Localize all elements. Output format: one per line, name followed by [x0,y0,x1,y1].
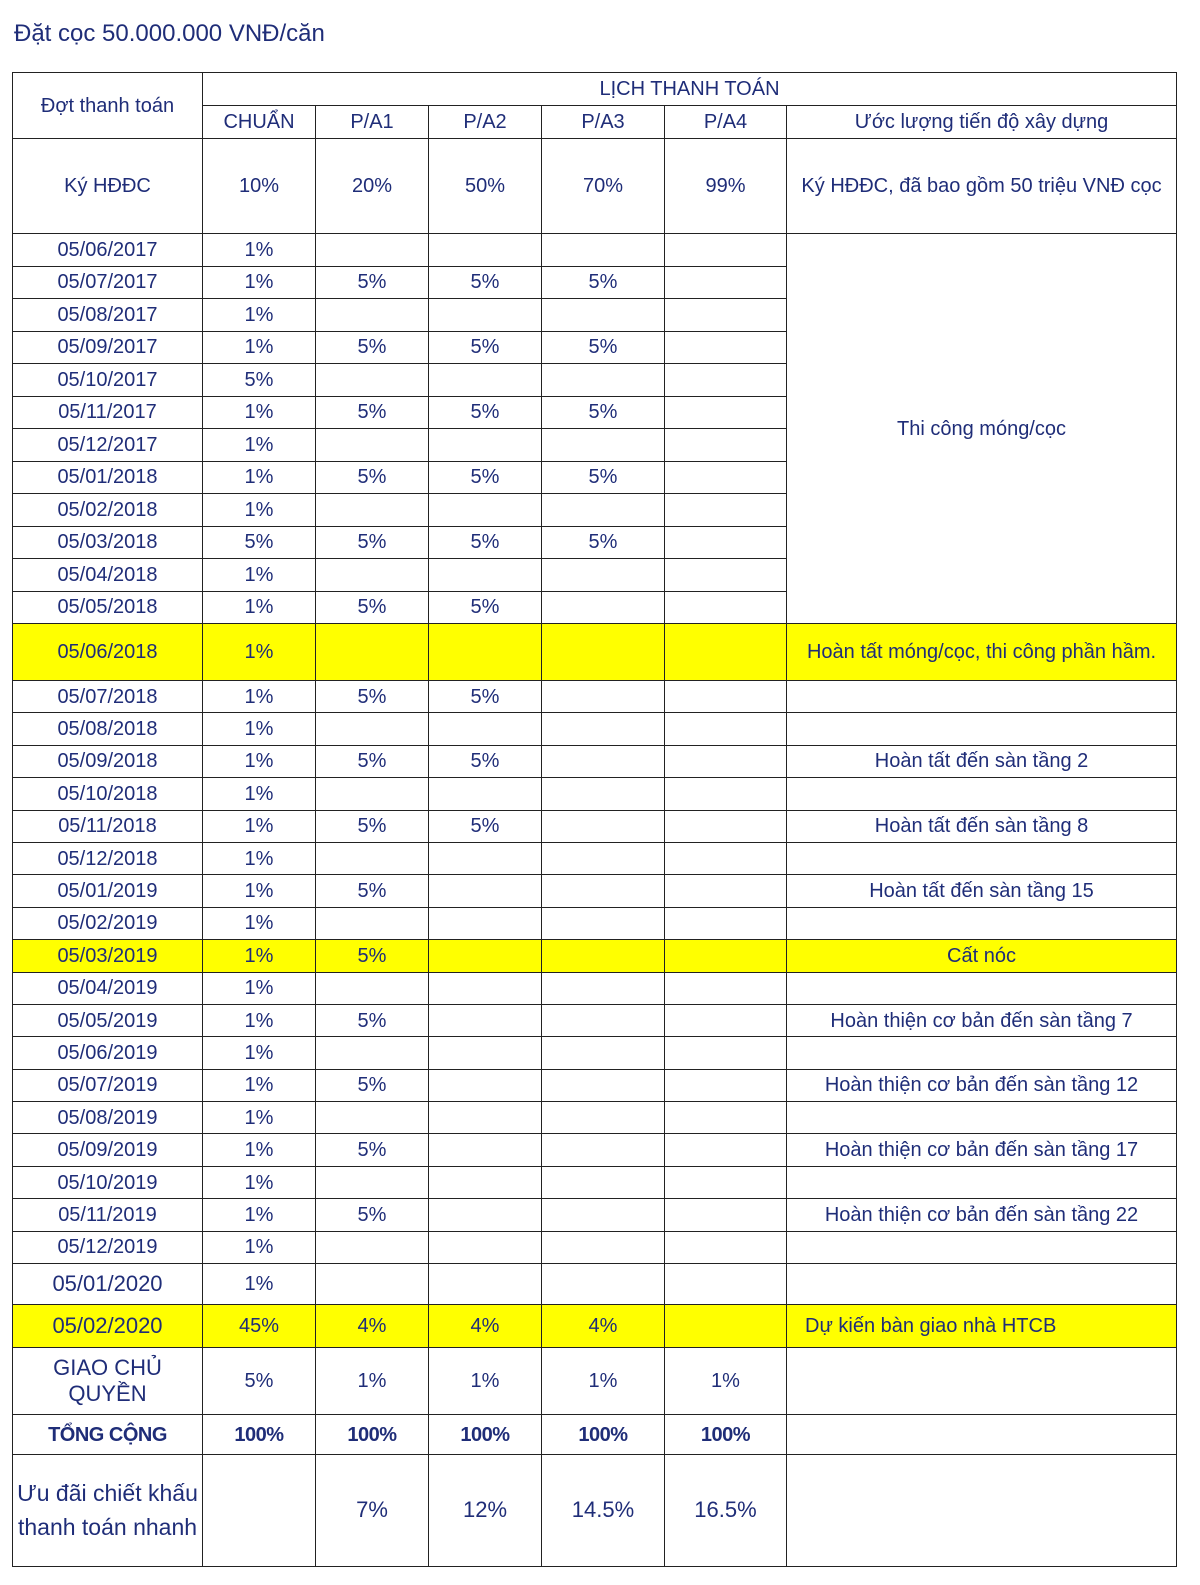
value-pa2: 5% [429,461,542,494]
value-pa4 [665,591,787,624]
value-pa3 [542,624,665,681]
value-standard: 1% [203,681,316,713]
table-row [13,1166,1177,1198]
value-pa1 [316,1102,429,1134]
signing-value-pa4: 99% [665,139,787,234]
value-pa3 [542,1199,665,1231]
value-pa3 [542,1069,665,1101]
value-pa1 [316,1037,429,1069]
value-standard: 1% [203,591,316,624]
payment-date: 05/06/2017 [13,234,203,267]
progress-note: Hoàn thiện cơ bản đến sàn tầng 7 [787,1004,1177,1036]
total-value-pa3: 100% [542,1415,665,1455]
value-standard: 1% [203,1264,316,1305]
value-pa2: 5% [429,810,542,842]
value-pa4 [665,1102,787,1134]
payment-date: 05/12/2017 [13,429,203,462]
value-pa2: 5% [429,526,542,559]
plan-header-pa3: P/A3 [542,106,665,139]
value-pa2 [429,1102,542,1134]
value-pa4 [665,559,787,592]
value-standard: 5% [203,526,316,559]
value-pa2: 5% [429,396,542,429]
total-value-pa4: 100% [665,1415,787,1455]
progress-note [787,1166,1177,1198]
value-pa2 [429,299,542,332]
payment-date: 05/11/2017 [13,396,203,429]
payment-date: 05/10/2017 [13,364,203,397]
payment-date: 05/02/2018 [13,494,203,527]
value-pa2 [429,1199,542,1231]
value-pa2 [429,1134,542,1166]
value-pa4 [665,331,787,364]
value-pa2: 5% [429,266,542,299]
value-pa3 [542,681,665,713]
value-pa2 [429,1231,542,1263]
payment-date: 05/04/2018 [13,559,203,592]
value-pa3 [542,1102,665,1134]
payment-date: 05/08/2019 [13,1102,203,1134]
value-pa4 [665,234,787,267]
value-pa2 [429,875,542,907]
progress-note: Dự kiến bàn giao nhà HTCB [787,1305,1177,1348]
plan-header-pa2: P/A2 [429,106,542,139]
signing-value-pa1: 20% [316,139,429,234]
value-standard: 1% [203,429,316,462]
progress-note [787,1231,1177,1263]
signing-row [13,139,1177,234]
value-pa1: 5% [316,745,429,777]
value-pa3 [542,429,665,462]
total-label: TỔNG CỘNG [13,1415,203,1455]
value-pa1 [316,1166,429,1198]
payment-date: 05/05/2018 [13,591,203,624]
payment-date: 05/12/2019 [13,1231,203,1263]
value-standard: 1% [203,461,316,494]
discount-label: Ưu đãi chiết khấu thanh toán nhanh [13,1455,203,1567]
progress-note: Hoàn tất đến sàn tầng 8 [787,810,1177,842]
table-row [13,1102,1177,1134]
value-pa1 [316,972,429,1004]
value-pa3: 5% [542,266,665,299]
progress-note [787,1102,1177,1134]
value-pa2 [429,624,542,681]
discount-value-pa2: 12% [429,1455,542,1567]
signing-value-pa2: 50% [429,139,542,234]
value-pa4 [665,940,787,972]
value-standard: 1% [203,1134,316,1166]
value-pa3 [542,1231,665,1263]
table-row [13,1264,1177,1305]
value-pa2 [429,940,542,972]
value-pa4 [665,396,787,429]
value-pa4 [665,1199,787,1231]
value-pa2 [429,1004,542,1036]
value-standard: 1% [203,1037,316,1069]
progress-note [787,1264,1177,1305]
payment-date: 05/11/2019 [13,1199,203,1231]
progress-note [787,842,1177,874]
ownership-value-standard: 5% [203,1348,316,1415]
value-pa1: 5% [316,681,429,713]
value-pa1: 5% [316,1069,429,1101]
value-pa3: 5% [542,461,665,494]
value-pa3: 4% [542,1305,665,1348]
discount-value-pa4: 16.5% [665,1455,787,1567]
value-pa4 [665,745,787,777]
value-pa1: 5% [316,461,429,494]
progress-note [787,972,1177,1004]
table-row [13,1199,1177,1231]
value-pa3 [542,1004,665,1036]
value-pa2 [429,713,542,745]
header-row-1 [13,73,1177,106]
payment-date: 05/07/2018 [13,681,203,713]
table-row [13,234,1177,267]
table-row [13,713,1177,745]
table-row [13,907,1177,939]
progress-note: Hoàn thiện cơ bản đến sàn tầng 17 [787,1134,1177,1166]
progress-header: Ước lượng tiến độ xây dựng [787,106,1177,139]
value-pa4 [665,713,787,745]
value-standard: 1% [203,1004,316,1036]
value-pa1 [316,778,429,810]
value-pa2 [429,429,542,462]
table-row [13,842,1177,874]
value-standard: 1% [203,559,316,592]
payment-date: 05/09/2017 [13,331,203,364]
value-pa3 [542,559,665,592]
value-pa1 [316,299,429,332]
payment-date: 05/07/2019 [13,1069,203,1101]
total-value-standard: 100% [203,1415,316,1455]
value-standard: 1% [203,1069,316,1101]
payment-date: 05/09/2018 [13,745,203,777]
value-pa1 [316,559,429,592]
payment-date: 05/09/2019 [13,1134,203,1166]
schedule-header: LỊCH THANH TOÁN [203,73,1177,106]
value-pa1 [316,494,429,527]
value-pa1: 4% [316,1305,429,1348]
table-row [13,1305,1177,1348]
value-standard: 1% [203,713,316,745]
ownership-value-pa4: 1% [665,1348,787,1415]
value-pa3 [542,713,665,745]
value-pa2: 5% [429,745,542,777]
value-pa2 [429,842,542,874]
ownership-value-pa2: 1% [429,1348,542,1415]
value-pa3 [542,591,665,624]
discount-row [13,1455,1177,1567]
table-row [13,972,1177,1004]
value-pa1: 5% [316,940,429,972]
ownership-note [787,1348,1177,1415]
value-pa1: 5% [316,266,429,299]
payment-date: 05/07/2017 [13,266,203,299]
value-pa2 [429,1069,542,1101]
value-pa4 [665,1069,787,1101]
payment-date: 05/02/2020 [13,1305,203,1348]
progress-note: Hoàn tất đến sàn tầng 15 [787,875,1177,907]
value-pa2 [429,907,542,939]
ownership-value-pa3: 1% [542,1348,665,1415]
value-standard: 1% [203,266,316,299]
period-header: Đợt thanh toán [13,73,203,139]
value-pa2 [429,559,542,592]
progress-note [787,907,1177,939]
value-standard: 1% [203,1102,316,1134]
table-row [13,778,1177,810]
ownership-row [13,1348,1177,1415]
value-pa4 [665,461,787,494]
progress-note [787,1037,1177,1069]
value-standard: 1% [203,778,316,810]
value-pa4 [665,266,787,299]
table-row [13,875,1177,907]
value-pa4 [665,1134,787,1166]
discount-note [787,1455,1177,1567]
value-pa4 [665,1037,787,1069]
table-row [13,1004,1177,1036]
foundation-note: Thi công móng/cọc [787,234,1177,624]
value-pa3 [542,778,665,810]
value-pa1 [316,842,429,874]
value-pa1 [316,234,429,267]
value-pa1 [316,1264,429,1305]
payment-date: 05/06/2018 [13,624,203,681]
value-pa3 [542,1037,665,1069]
value-standard: 1% [203,875,316,907]
value-standard: 1% [203,299,316,332]
value-pa2 [429,1037,542,1069]
value-pa4 [665,624,787,681]
payment-date: 05/12/2018 [13,842,203,874]
value-standard: 45% [203,1305,316,1348]
progress-note: Cất nóc [787,940,1177,972]
value-standard: 1% [203,494,316,527]
payment-date: 05/10/2018 [13,778,203,810]
value-pa4 [665,429,787,462]
value-pa3: 5% [542,396,665,429]
value-standard: 1% [203,810,316,842]
value-pa4 [665,1004,787,1036]
value-pa3 [542,972,665,1004]
value-pa1: 5% [316,1134,429,1166]
table-row [13,810,1177,842]
value-pa1: 5% [316,1004,429,1036]
value-pa4 [665,364,787,397]
table-row [13,624,1177,681]
total-value-pa1: 100% [316,1415,429,1455]
discount-value-standard [203,1455,316,1567]
payment-date: 05/03/2019 [13,940,203,972]
discount-value-pa3: 14.5% [542,1455,665,1567]
value-pa3 [542,299,665,332]
signing-value-pa3: 70% [542,139,665,234]
total-row [13,1415,1177,1455]
progress-note [787,778,1177,810]
table-row [13,1069,1177,1101]
value-pa3 [542,842,665,874]
value-pa2: 5% [429,681,542,713]
value-standard: 1% [203,1231,316,1263]
value-pa1: 5% [316,875,429,907]
value-standard: 1% [203,331,316,364]
plan-header-pa1: P/A1 [316,106,429,139]
value-pa1: 5% [316,526,429,559]
payment-date: 05/04/2019 [13,972,203,1004]
value-standard: 1% [203,1199,316,1231]
value-standard: 1% [203,396,316,429]
progress-note: Hoàn thiện cơ bản đến sàn tầng 12 [787,1069,1177,1101]
page-title: Đặt cọc 50.000.000 VNĐ/căn [14,20,325,47]
progress-note: Hoàn thiện cơ bản đến sàn tầng 22 [787,1199,1177,1231]
value-standard: 5% [203,364,316,397]
value-pa4 [665,972,787,1004]
table-row [13,745,1177,777]
payment-date: 05/11/2018 [13,810,203,842]
payment-date: 05/01/2020 [13,1264,203,1305]
progress-note: Hoàn tất móng/cọc, thi công phần hầm. [787,624,1177,681]
table-row [13,1134,1177,1166]
value-pa3 [542,940,665,972]
discount-value-pa1: 7% [316,1455,429,1567]
value-pa1: 5% [316,396,429,429]
value-pa1 [316,429,429,462]
payment-date: 05/01/2019 [13,875,203,907]
value-pa3 [542,1166,665,1198]
value-pa3 [542,1264,665,1305]
value-pa1 [316,713,429,745]
value-pa4 [665,1166,787,1198]
ownership-label: GIAO CHỦ QUYỀN [13,1348,203,1415]
value-pa3 [542,907,665,939]
table-row [13,1231,1177,1263]
value-pa1: 5% [316,810,429,842]
value-standard: 1% [203,234,316,267]
plan-header-pa4: P/A4 [665,106,787,139]
value-pa1 [316,907,429,939]
value-pa3 [542,810,665,842]
value-pa3: 5% [542,526,665,559]
value-pa3 [542,234,665,267]
value-pa4 [665,299,787,332]
value-standard: 1% [203,940,316,972]
value-pa3: 5% [542,331,665,364]
value-pa2 [429,364,542,397]
payment-date: 05/08/2017 [13,299,203,332]
value-pa2 [429,778,542,810]
value-standard: 1% [203,842,316,874]
value-pa1: 5% [316,591,429,624]
value-pa3 [542,1134,665,1166]
progress-note: Hoàn tất đến sàn tầng 2 [787,745,1177,777]
payment-date: 05/06/2019 [13,1037,203,1069]
payment-date: 05/10/2019 [13,1166,203,1198]
progress-note [787,713,1177,745]
value-pa4 [665,1231,787,1263]
value-pa3 [542,494,665,527]
value-pa3 [542,875,665,907]
value-pa1: 5% [316,1199,429,1231]
payment-date: 05/05/2019 [13,1004,203,1036]
value-pa4 [665,494,787,527]
value-pa4 [665,1305,787,1348]
value-pa4 [665,526,787,559]
value-pa1 [316,1231,429,1263]
payment-date: 05/03/2018 [13,526,203,559]
value-pa1: 5% [316,331,429,364]
payment-date: 05/08/2018 [13,713,203,745]
value-pa4 [665,1264,787,1305]
value-standard: 1% [203,907,316,939]
table-row [13,681,1177,713]
value-pa3 [542,745,665,777]
ownership-value-pa1: 1% [316,1348,429,1415]
signing-value-standard: 10% [203,139,316,234]
value-pa4 [665,842,787,874]
plan-header-standard: CHUẨN [203,106,316,139]
payment-schedule-table [12,72,1177,1567]
value-pa4 [665,810,787,842]
table-row [13,940,1177,972]
value-pa2 [429,1166,542,1198]
table-row [13,1037,1177,1069]
value-pa3 [542,364,665,397]
signing-note: Ký HĐĐC, đã bao gồm 50 triệu VNĐ cọc [787,139,1177,234]
value-standard: 1% [203,972,316,1004]
value-pa4 [665,681,787,713]
value-pa4 [665,778,787,810]
value-pa2 [429,1264,542,1305]
total-value-pa2: 100% [429,1415,542,1455]
value-pa2: 5% [429,591,542,624]
signing-label: Ký HĐĐC [13,139,203,234]
value-pa4 [665,907,787,939]
total-note [787,1415,1177,1455]
payment-date: 05/01/2018 [13,461,203,494]
value-pa2 [429,972,542,1004]
value-pa2: 5% [429,331,542,364]
progress-note [787,681,1177,713]
value-pa2: 4% [429,1305,542,1348]
value-pa2 [429,234,542,267]
payment-date: 05/02/2019 [13,907,203,939]
value-pa4 [665,875,787,907]
value-pa2 [429,494,542,527]
value-standard: 1% [203,745,316,777]
value-pa1 [316,364,429,397]
value-pa1 [316,624,429,681]
value-standard: 1% [203,1166,316,1198]
value-standard: 1% [203,624,316,681]
